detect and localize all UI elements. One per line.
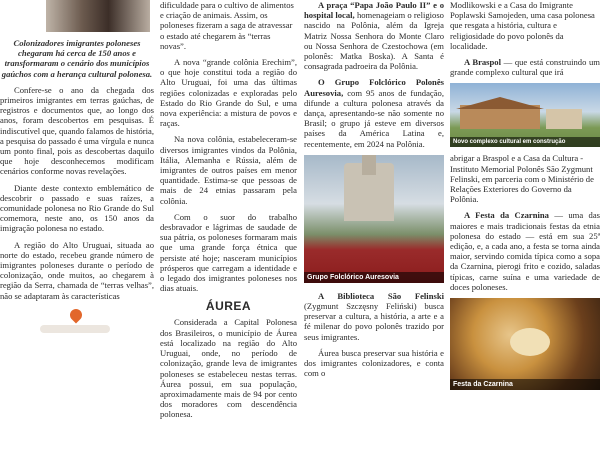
bold-lead: A Festa da Czarnina xyxy=(464,210,549,221)
article-paragraph: Com o suor do trabalho desbravador e lágrimas de saudade de sua pátria, os poloneses formaram mais que uma grande força étnica que persiste até hoje; nasceram municípios prósperos que carregam a identidade e o legado dos imigrantes poloneses nos dias atuais. xyxy=(160,211,297,294)
column-2 xyxy=(160,0,297,460)
section-heading: ÁUREA xyxy=(205,299,252,314)
article-paragraph: dificuldade para o cultivo de alimentos e criação de animais. Assim, os poloneses fizeram a saga de atravessar o estado até chegarem às “terras novas”. xyxy=(160,0,294,51)
article-paragraph: Na nova colônia, estabeleceram-se diversos imigrantes vindos da Polônia, Itália, Alemanha e Rússia, além de imigrantes de outros países em menor quantidade. Estima-se que pessoas de mais de 24 etnias passaram pela colônia. xyxy=(160,134,297,206)
photo-caption: Festa da Czarnina xyxy=(450,379,600,390)
article-paragraph: A região do Alto Uruguai, situada ao norte do estado, recebeu grande número de imigrantes poloneses durante o período de colonização, onde muitos, ao chegarem à região da Serra, chamada de “terras velhas”, não se adaptaram às características xyxy=(0,239,154,301)
column-1 xyxy=(0,0,154,460)
article-paragraph: Confere-se o ano da chegada dos primeiros imigrantes em terras gaúchas, de registros e documentos que, ao longo dos anos, foram descobertos em pesquisas. É indiscutível que, quando falamos de história, a pesquisa do passado é uma vírgula e nunca um ponto final, pois as descobertas daquilo que hoje desconhecemos modificam cenários conforme novas revelações. xyxy=(0,84,154,177)
photo-caption: Grupo Folclórico Auresovia xyxy=(304,272,444,283)
article-paragraph: Áurea busca preservar sua história e dos imigrantes colonizadores, e conta com o xyxy=(304,347,444,379)
photo-caption: Colonizadores imigrantes poloneses chegaram há cerca de 150 anos e transformaram o cenário dos municípios gaúchos com a herança cultural polonesa. xyxy=(1,38,153,79)
bold-lead: O Grupo Folclórico Polonês Auresovia, xyxy=(304,77,444,98)
map-pin-illustration xyxy=(0,307,154,337)
column-3 xyxy=(304,0,444,460)
article-paragraph: Considerada a Capital Polonesa dos Brasileiros, o município de Áurea está localizado na região do Alto Uruguai, onde, no período de colonização, grande leva de imigrantes poloneses se estabeleceu nestas terras. Áurea possui, em sua população, aproximadamente mais de 94 por cento dos moradores com descendência polonesa. xyxy=(160,317,297,420)
article-paragraph: A Festa da Czarnina — uma das maiores e mais tradicionais festas da etnia polonesa do estado — está em sua 25ª edição, e, a cada ano, a festa se torna ainda maior, servindo comida típica como a sopa da Czarnina, pierogi frito e cozido, saladas típicas, carne suína e uma variedade de doces poloneses. xyxy=(450,210,600,292)
article-paragraph: A nova “grande colônia Erechim”, o que hoje constitui toda a região do Alto Uruguai, foi uma das últimas regiões colonizadas e exploradas pelo Estado do Rio Grande do Sul, e uma nova experiência: a mistura de povos e raças. xyxy=(160,57,297,129)
bold-lead: A praça “Papa João Paulo II” e o hospital local, xyxy=(304,0,444,21)
article-paragraph: Modlikowski e a Casa do Imigrante Poplawski Samojeden, uma casa polonesa que resgata a história, cultura e religiosidade do povo polonês da localidade. xyxy=(450,0,595,51)
column-4 xyxy=(450,0,600,460)
portrait-photo xyxy=(46,0,150,32)
article-paragraph: abrigar a Braspol e a Casa da Cultura - Instituto Memorial Polonês São Zygmunt Felinski, em parceria com o Ministério de Relações Exteriores do Governo da Polônia. xyxy=(450,153,594,205)
article-paragraph: A Braspol — que está construindo um grande complexo cultural que irá xyxy=(450,57,600,78)
folk-group-photo xyxy=(304,155,444,283)
cultural-complex-photo xyxy=(450,83,600,147)
festa-photo xyxy=(450,298,600,390)
article-paragraph: A Biblioteca São Felinski (Zygmunt Szczęsny Feliński) busca preservar a cultura, a história, a arte e a fé milenar do povo polonês trazido por seus imigrantes. xyxy=(304,290,444,342)
article-paragraph: O Grupo Folclórico Polonês Auresovia, com 95 anos de fundação, difunde a cultura polonesa através da dança, apresentando-se não somente no Brasil; o grupo já esteve em diversos países da América Latina e, recentemente, em 2024 na Polônia. xyxy=(304,77,444,149)
article-paragraph: Diante deste contexto emblemático de descobrir o passado e suas raízes, a comunidade polonesa no Rio Grande do Sul comemora, neste ano, os 150 anos da imigração polonesa no estado. xyxy=(0,182,154,234)
article-paragraph: A praça “Papa João Paulo II” e o hospital local, homenageiam o religioso nascido na Polônia, além da Igreja Matriz Nossa Senhora do Monte Claro ou Nossa Senhora de Czestochowa (em polonês: Matka Boska). A Santa é consagrada padroeira da Polônia. xyxy=(304,0,444,72)
bold-lead: A Braspol xyxy=(464,57,501,68)
photo-caption: Novo complexo cultural em construção xyxy=(450,137,600,147)
bold-lead: A Biblioteca São Felinski xyxy=(318,290,444,301)
map-pin-icon xyxy=(68,306,85,323)
